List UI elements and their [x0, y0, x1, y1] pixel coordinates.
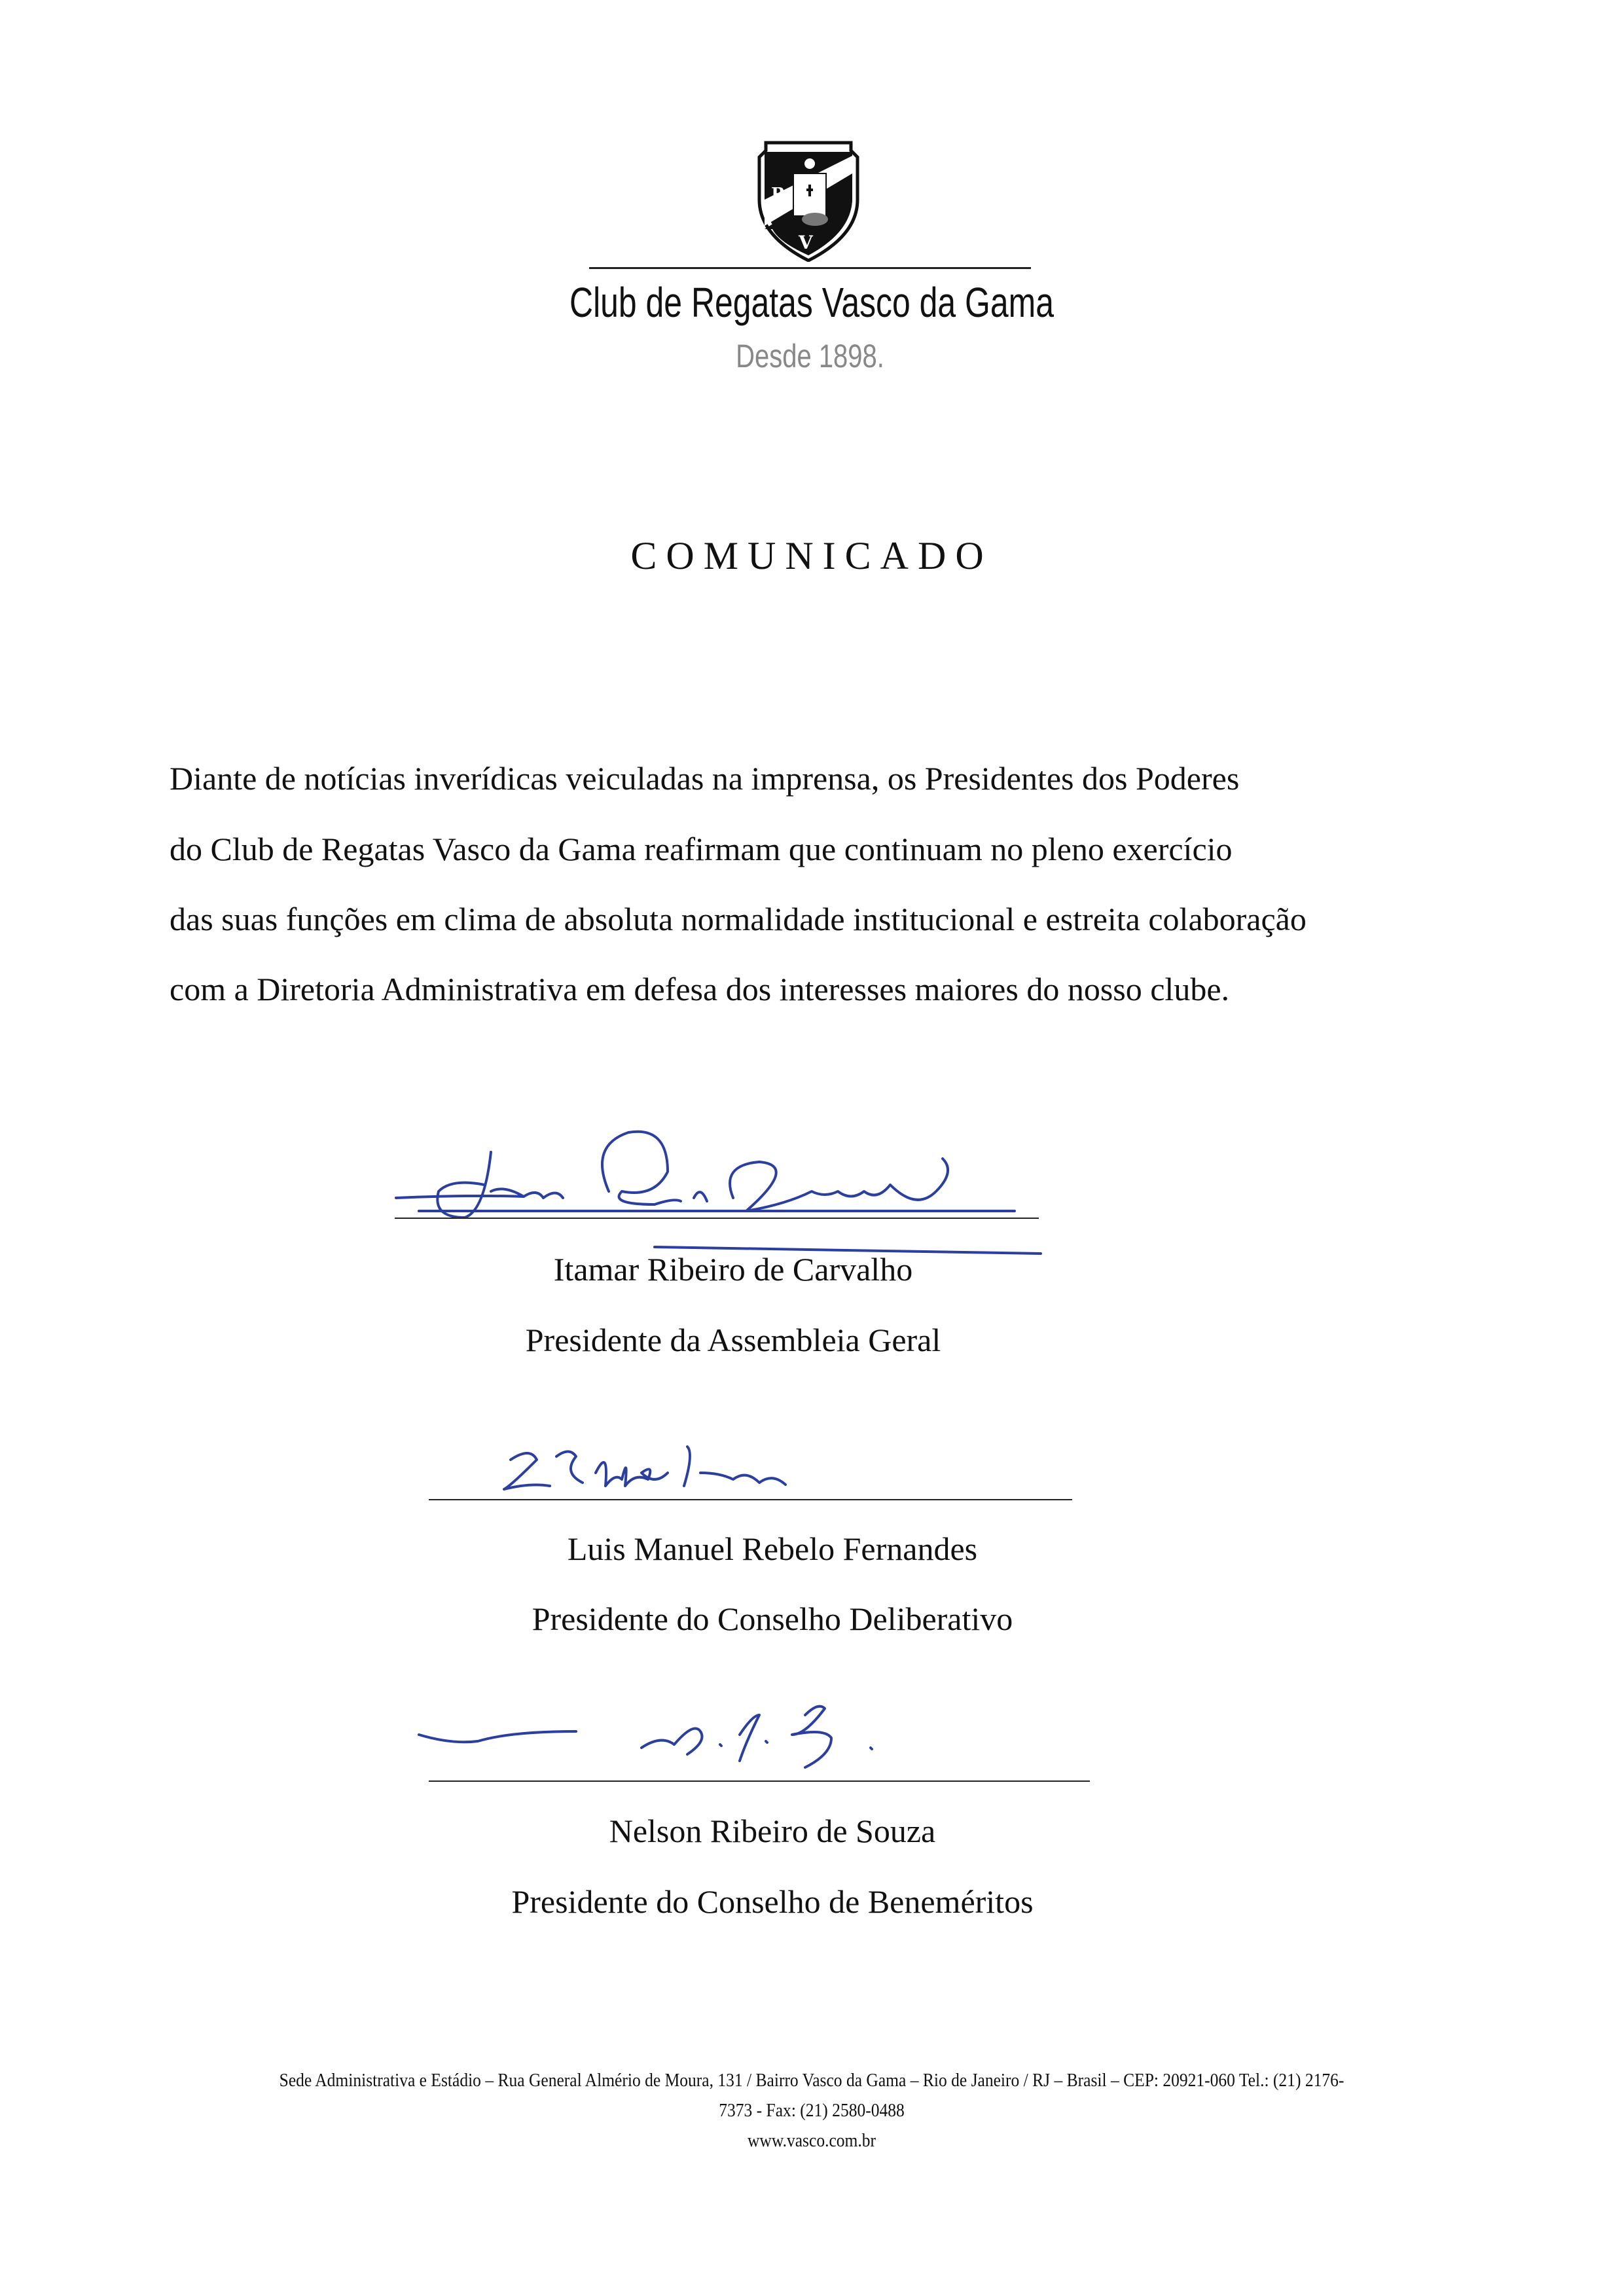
- body-line: das suas funções em clima de absoluta normalidade institucional e estreita colaboração: [170, 901, 1307, 937]
- document-heading: COMUNICADO: [630, 534, 993, 577]
- signature-line: [429, 1499, 1072, 1500]
- signatory-role: Presidente do Conselho de Beneméritos: [511, 1883, 1034, 1920]
- footer-website[interactable]: www.vasco.com.br: [747, 2130, 876, 2151]
- svg-text:R: R: [771, 185, 785, 204]
- letterhead-divider: [589, 267, 1031, 269]
- signature-3: [412, 1695, 1106, 1780]
- signatory-name: Itamar Ribeiro de Carvalho: [553, 1251, 913, 1288]
- body-line: Diante de notícias inverídicas veiculadas na imprensa, os Presidentes dos Poderes: [170, 760, 1240, 797]
- footer-phone: 7373 - Fax: (21) 2580-0488: [719, 2100, 905, 2121]
- signature-1: [393, 1119, 1126, 1263]
- body-line: do Club de Regatas Vasco da Gama reafirmam que continuam no pleno exercício: [170, 831, 1233, 867]
- signatory-name: Nelson Ribeiro de Souza: [609, 1813, 936, 1849]
- signatory-name: Luis Manuel Rebelo Fernandes: [567, 1530, 978, 1567]
- body-line: com a Diretoria Administrativa em defesa dos interesses maiores do nosso clube.: [170, 971, 1230, 1007]
- signatory-role: Presidente do Conselho Deliberativo: [532, 1600, 1013, 1637]
- svg-text:V: V: [799, 232, 813, 253]
- club-since: Desde 1898.: [736, 338, 884, 374]
- club-crest-logo: [753, 137, 864, 262]
- club-name: Club de Regatas Vasco da Gama: [569, 279, 1054, 326]
- signature-line: [395, 1218, 1039, 1219]
- footer-address: Sede Administrativa e Estádio – Rua General Almério de Moura, 131 / Bairro Vasco da Gama – Rio de Janeiro / RJ – Brasil – CEP: 20921-060 Tel.: (21) 2176-: [279, 2070, 1344, 2091]
- signatory-role: Presidente da Assembleia Geral: [525, 1322, 941, 1358]
- signature-line: [429, 1780, 1090, 1782]
- signature-2: [484, 1434, 877, 1506]
